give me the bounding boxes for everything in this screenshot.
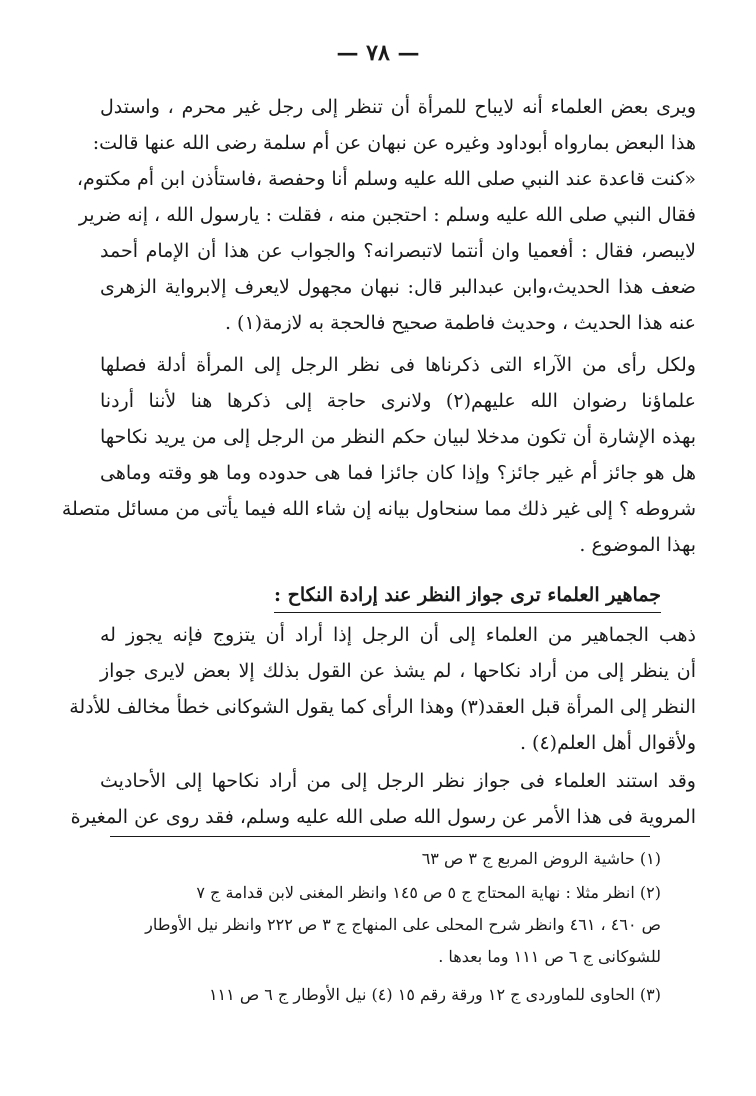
text-line: أن ينظر إلى من أراد نكاحها ، لم يشذ عن القول بذلك إلا بعض لايرى جواز — [100, 660, 696, 682]
text-line: ولكل رأى من الآراء التى ذكرناها فى نظر الرجل إلى المرأة أدلة فصلها — [100, 354, 696, 376]
page-number: — ٧٨ — — [336, 40, 420, 66]
footnote-line: (٢) انظر مثلا : نهاية المحتاج ج ٥ ص ١٤٥ وانظر المغنى لابن قدامة ج ٧ — [196, 883, 661, 902]
text-line: ضعف هذا الحديث،وابن عبدالبر قال: نبهان مجهول لايعرف إلابرواية الزهرى — [100, 276, 696, 298]
text-line: بهذه الإشارة أن تكون مدخلا لبيان حكم النظر من الرجل إلى من يريد نكاحها — [100, 426, 696, 448]
footnote-line: (١) حاشية الروض المربع ج ٣ ص ٦٣ — [421, 849, 661, 868]
text-line: عنه هذا الحديث ، وحديث فاطمة صحيح فالحجة به لازمة(١) . — [224, 312, 696, 334]
text-line: ويرى بعض العلماء أنه لايباح للمرأة أن تنظر إلى رجل غير محرم ، واستدل — [100, 96, 696, 118]
text-line: وقد استند العلماء فى جواز نظر الرجل إلى من أراد نكاحها إلى الأحاديث — [100, 770, 696, 792]
text-line: المروية فى هذا الأمر عن رسول الله صلى الله عليه وسلم، فقد روى عن المغيرة — [70, 806, 696, 828]
footnote-divider — [110, 836, 650, 837]
text-line: هل هو جائز أم غير جائز؟ وإذا كان جائزا فما هى حدوده وما هو وقته وماهى — [100, 462, 696, 484]
text-line: «كنت قاعدة عند النبي صلى الله عليه وسلم أنا وحفصة ،فاستأذن ابن أم مكتوم، — [76, 168, 696, 190]
text-line: فقال النبي صلى الله عليه وسلم : احتجبن منه ، فقلت : يارسول الله ، إنه ضرير — [78, 204, 696, 226]
text-line: علماؤنا رضوان الله عليهم(٢) ولانرى حاجة إلى ذكرها هنا لأننا أردنا — [100, 390, 696, 412]
text-line: النظر إلى المرأة قبل العقد(٣) وهذا الرأى كما يقول الشوكانى خطأ مخالف للأدلة — [69, 696, 696, 718]
text-line: هذا البعض بمارواه أبوداود وغيره عن نبهان عن أم سلمة رضى الله عنها قالت: — [92, 132, 696, 154]
section-heading: جماهير العلماء ترى جواز النظر عند إرادة النكاح : — [274, 580, 661, 613]
text-line: ولأقوال أهل العلم(٤) . — [519, 732, 696, 754]
footnote-line: (٣) الحاوى للماوردى ج ١٢ ورقة رقم ١٥ (٤) نيل الأوطار ج ٦ ص ١١١ — [208, 985, 661, 1004]
text-line: شروطه ؟ إلى غير ذلك مما سنحاول بيانه إن شاء الله فيما يأتى من مسائل متصلة — [61, 498, 696, 520]
footnote-line: ص ٤٦٠ ، ٤٦١ وانظر شرح المحلى على المنهاج ج ٣ ص ٢٢٢ وانظر نيل الأوطار — [145, 915, 661, 934]
text-line: ذهب الجماهير من العلماء إلى أن الرجل إذا أراد أن يتزوج فإنه يجوز له — [100, 624, 696, 646]
text-line: بهذا الموضوع . — [579, 534, 696, 556]
text-line: لايبصر، فقال : أفعميا وان أنتما لاتبصرانه؟ والجواب عن هذا أن الإمام أحمد — [100, 240, 696, 262]
footnote-line: للشوكانى ج ٦ ص ١١١ وما بعدها . — [438, 947, 661, 966]
